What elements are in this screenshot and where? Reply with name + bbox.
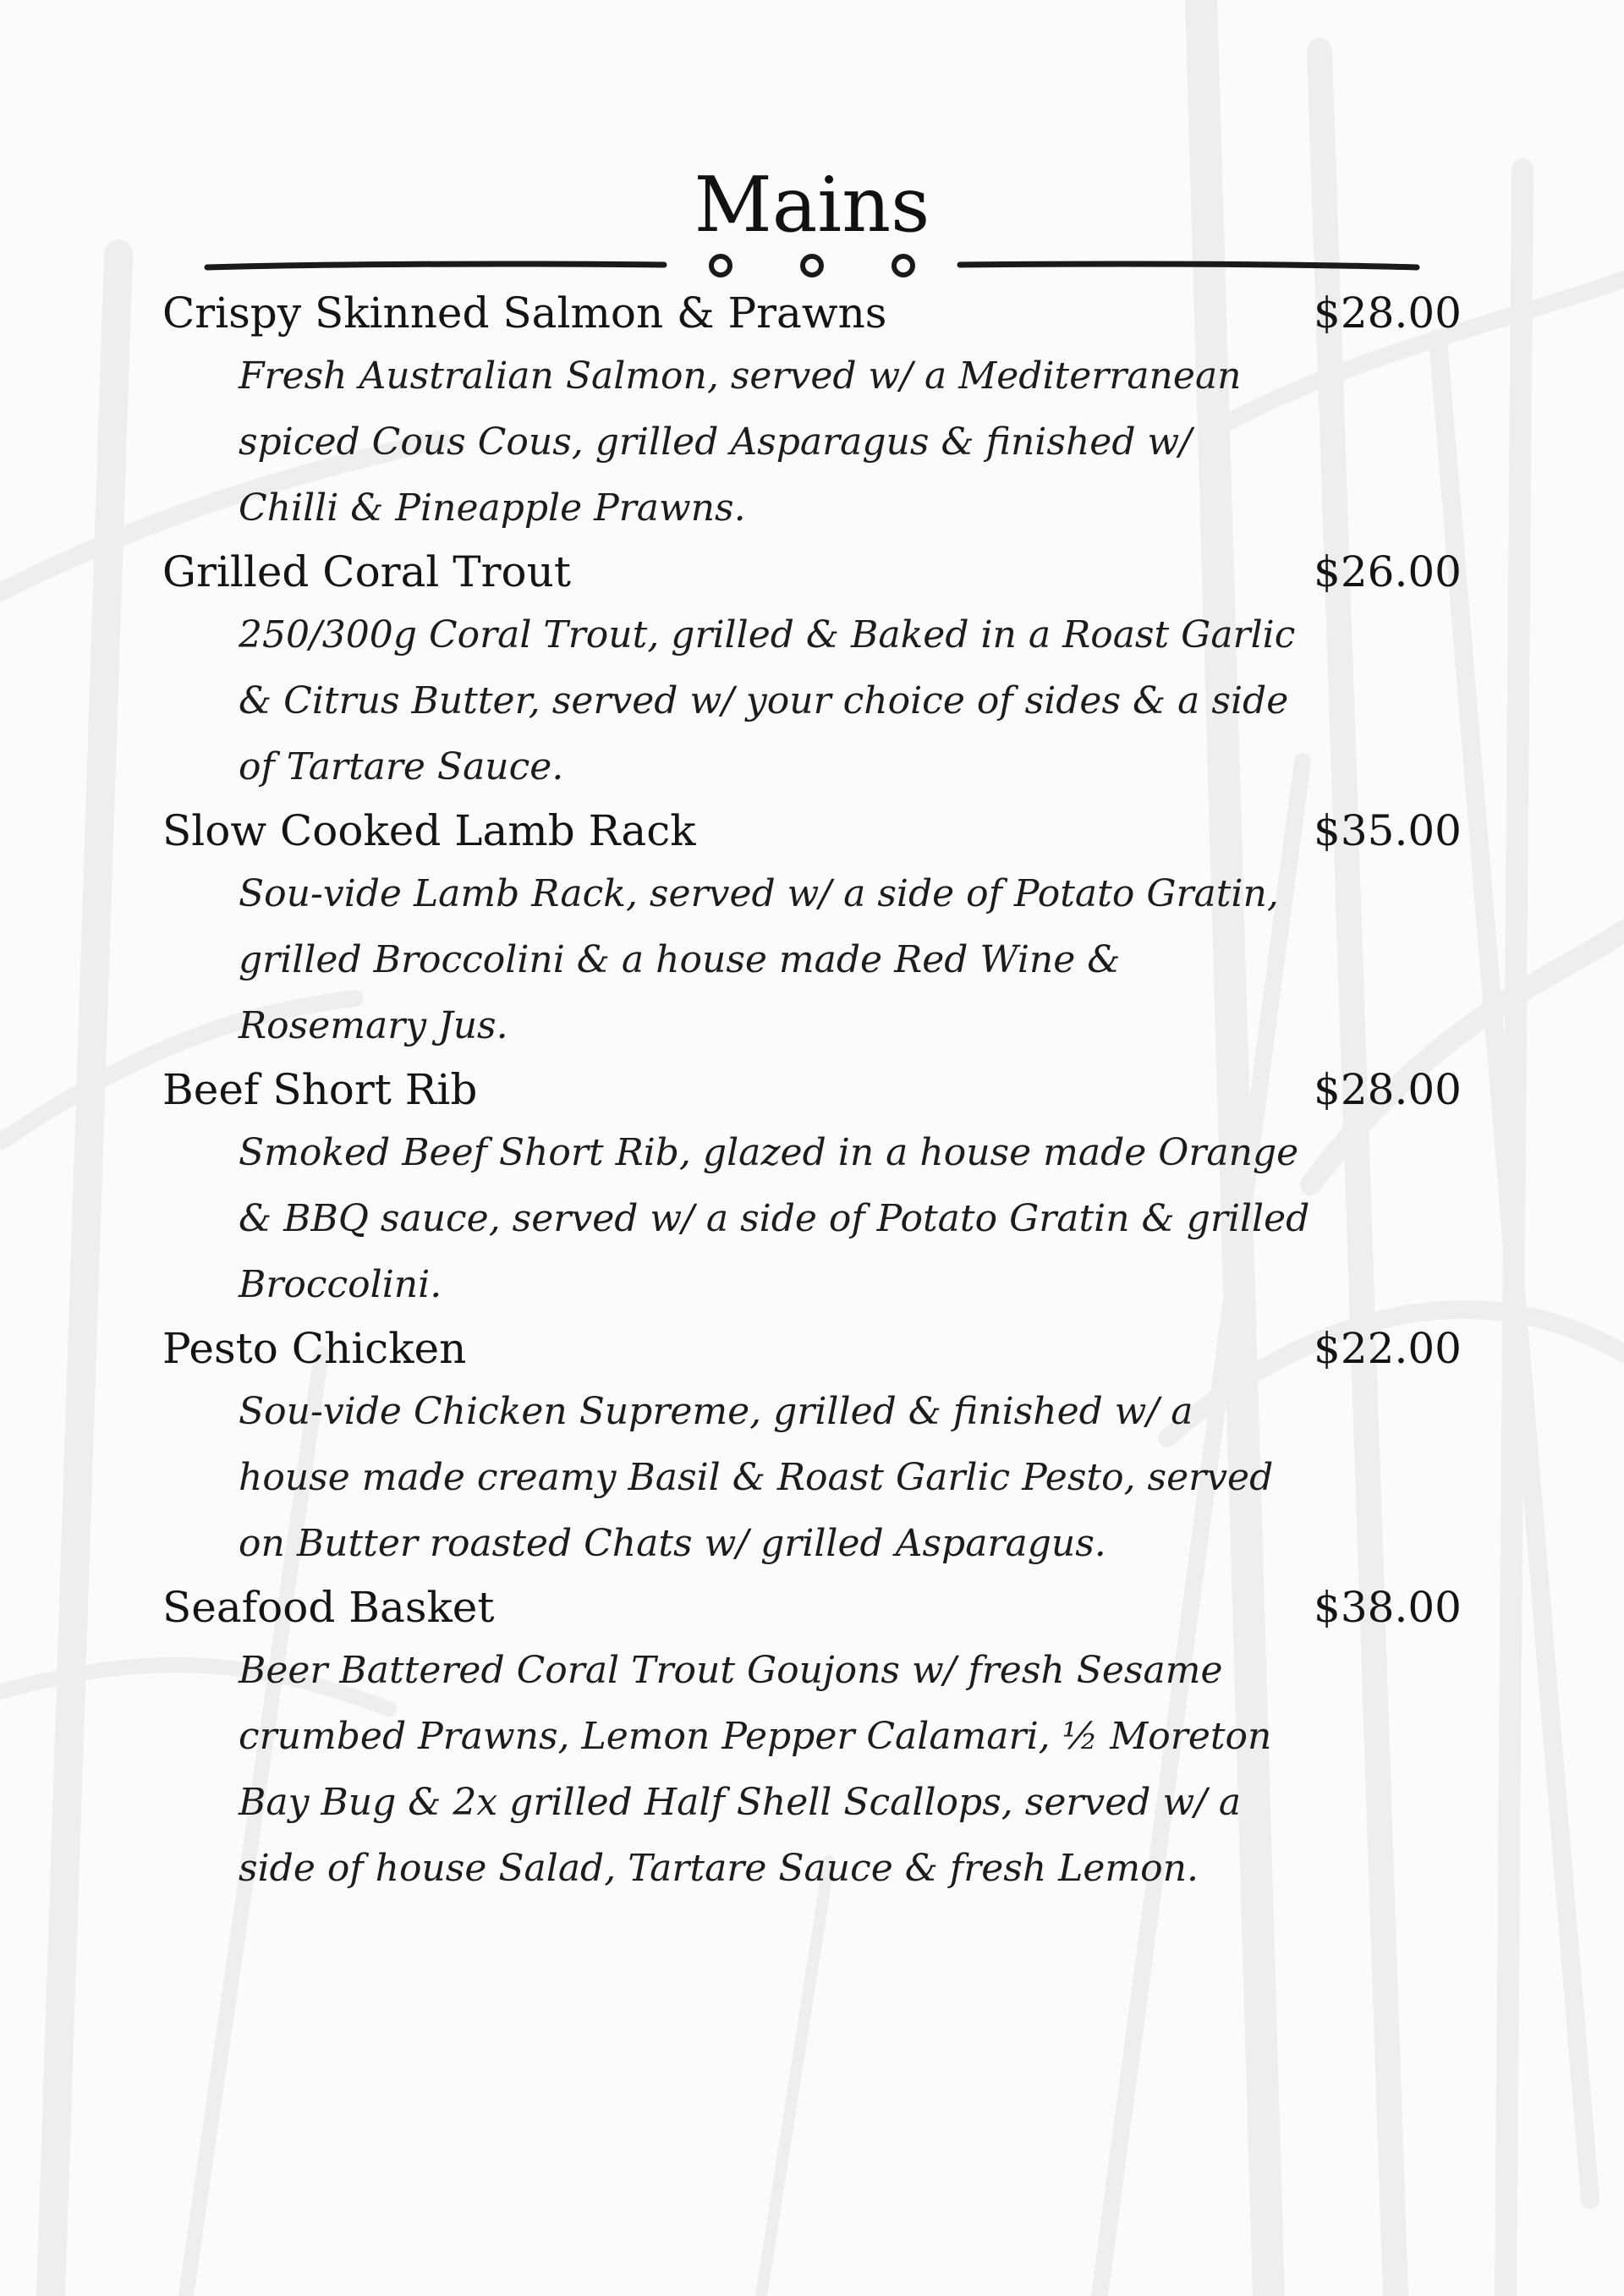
description-line: Sou-vide Chicken Supreme, grilled & finished w/ a (239, 1390, 1193, 1433)
description-line: Broccolini. (239, 1263, 442, 1306)
dish-name: Slow Cooked Lamb Rack (162, 806, 696, 855)
dish-name: Crispy Skinned Salmon & Prawns (162, 288, 887, 338)
description-line: Rosemary Jus. (239, 1004, 508, 1047)
dish-price: $38.00 (1314, 1583, 1462, 1632)
dish-price: $22.00 (1314, 1324, 1462, 1373)
description-line: & Citrus Butter, served w/ your choice of sides & a side (239, 679, 1289, 722)
description-line: Bay Bug & 2x grilled Half Shell Scallops, served w/ a (239, 1781, 1242, 1824)
description-line: & BBQ sauce, served w/ a side of Potato Gratin & grilled (239, 1197, 1310, 1240)
description-line: side of house Salad, Tartare Sauce & fresh Lemon. (239, 1847, 1199, 1890)
menu-item (162, 1059, 1462, 1318)
menu-item (162, 1577, 1462, 1902)
menu-item (162, 283, 1462, 541)
description-line: spiced Cous Cous, grilled Asparagus & finished w/ (239, 420, 1192, 464)
dish-description (239, 343, 1389, 541)
description-line: of Tartare Sauce. (239, 745, 564, 788)
dish-price: $28.00 (1314, 288, 1462, 338)
menu-item (162, 1318, 1462, 1577)
dish-description (239, 1120, 1389, 1318)
description-line: crumbed Prawns, Lemon Pepper Calamari, ½ Moreton (239, 1715, 1272, 1758)
description-line: Chilli & Pineapple Prawns. (239, 486, 746, 530)
description-line: Fresh Australian Salmon, served w/ a Mediterranean (239, 354, 1242, 398)
description-line: Beer Battered Coral Trout Goujons w/ fresh Sesame (239, 1649, 1223, 1692)
dish-description (239, 1638, 1389, 1902)
description-line: 250/300g Coral Trout, grilled & Baked in a Roast Garlic (239, 613, 1296, 656)
menu-item (162, 541, 1462, 800)
dish-price: $28.00 (1314, 1065, 1462, 1114)
description-line: Smoked Beef Short Rib, glazed in a house made Orange (239, 1131, 1299, 1174)
menu-item (162, 800, 1462, 1059)
description-line: Sou-vide Lamb Rack, served w/ a side of Potato Gratin, (239, 872, 1279, 915)
dish-price: $35.00 (1314, 806, 1462, 855)
menu-items-list (162, 283, 1462, 1902)
dish-description (239, 602, 1389, 800)
dish-name: Pesto Chicken (162, 1324, 467, 1373)
dish-name: Grilled Coral Trout (162, 547, 571, 596)
dish-description (239, 1379, 1389, 1577)
description-line: on Butter roasted Chats w/ grilled Asparagus. (239, 1522, 1106, 1565)
description-line: house made creamy Basil & Roast Garlic Pesto, served (239, 1456, 1274, 1499)
dish-name: Seafood Basket (162, 1583, 495, 1632)
dish-name: Beef Short Rib (162, 1065, 478, 1114)
dish-price: $26.00 (1314, 547, 1462, 596)
title-divider (203, 250, 1421, 284)
description-line: grilled Broccolini & a house made Red Wine & (239, 938, 1121, 981)
dish-description (239, 861, 1389, 1059)
menu-title: Mains (694, 161, 930, 250)
